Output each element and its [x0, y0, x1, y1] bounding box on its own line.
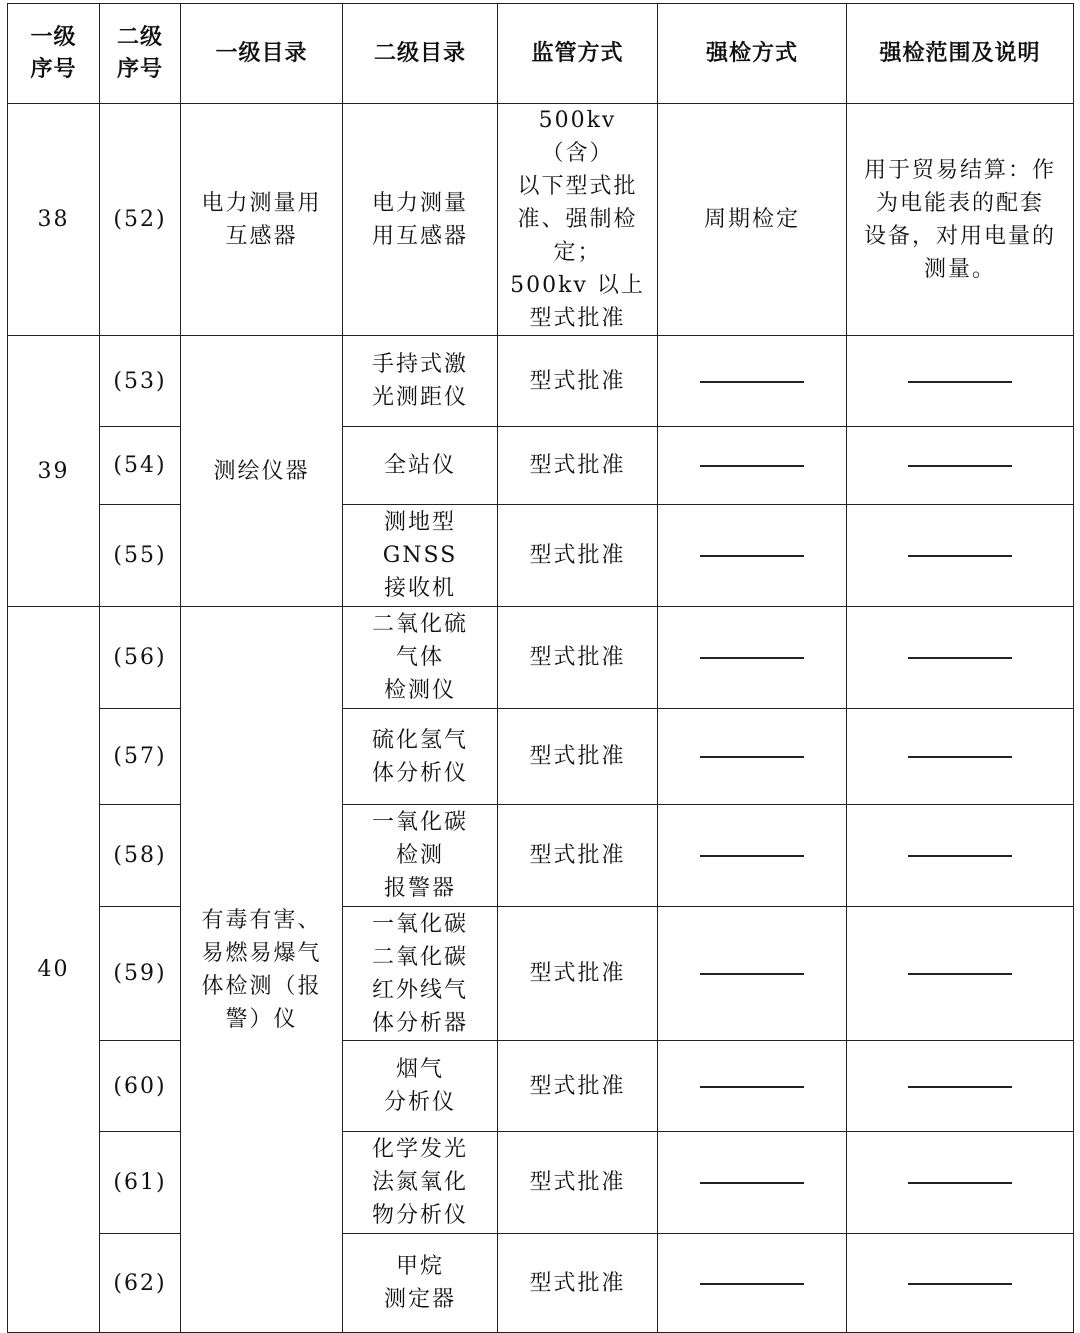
inspection-mode [658, 1234, 847, 1333]
inspection-mode [658, 505, 847, 607]
inspection-mode [658, 1132, 847, 1234]
dash-placeholder [908, 855, 1012, 857]
header-supervision: 监管方式 [498, 4, 658, 104]
dash-placeholder [700, 465, 804, 467]
scope-description [847, 805, 1074, 907]
header-level1-no: 一级 序号 [8, 4, 100, 104]
level1-catalog: 测绘仪器 [181, 336, 343, 607]
supervision-mode: 型式批准 [498, 805, 658, 907]
dash-placeholder [700, 1283, 804, 1285]
scope-description [847, 336, 1074, 427]
dash-placeholder [908, 973, 1012, 975]
dash-placeholder [700, 855, 804, 857]
table-row [8, 907, 1074, 1041]
scope-description [847, 1234, 1074, 1333]
supervision-mode: 型式批准 [498, 1041, 658, 1132]
dash-placeholder [908, 555, 1012, 557]
level2-catalog: 手持式激 光测距仪 [343, 336, 498, 427]
supervision-mode: 型式批准 [498, 607, 658, 709]
supervision-mode: 型式批准 [498, 709, 658, 805]
header-inspection: 强检方式 [658, 4, 847, 104]
scope-description [847, 505, 1074, 607]
dash-placeholder [908, 1182, 1012, 1184]
header-level1-catalog: 一级目录 [181, 4, 343, 104]
supervision-mode: 型式批准 [498, 907, 658, 1041]
dash-placeholder [700, 1182, 804, 1184]
scope-description [847, 607, 1074, 709]
dash-placeholder [700, 555, 804, 557]
table-row [8, 505, 1074, 607]
group-number: 38 [8, 104, 100, 336]
header-level2-catalog: 二级目录 [343, 4, 498, 104]
level1-catalog: 电力测量用 互感器 [181, 104, 343, 336]
table-row [8, 1234, 1074, 1333]
sub-number: (54) [100, 427, 181, 505]
inspection-mode [658, 709, 847, 805]
scope-description [847, 1041, 1074, 1132]
sub-number: (61) [100, 1132, 181, 1234]
supervision-mode: 型式批准 [498, 505, 658, 607]
dash-placeholder [908, 657, 1012, 659]
scope-description [847, 427, 1074, 505]
table-row [8, 1041, 1074, 1132]
scope-description [847, 709, 1074, 805]
inspection-mode [658, 336, 847, 427]
dash-placeholder [908, 756, 1012, 758]
supervision-mode: 型式批准 [498, 336, 658, 427]
sub-number: (58) [100, 805, 181, 907]
table-row [8, 805, 1074, 907]
level2-catalog: 一氧化碳 二氧化碳 红外线气 体分析器 [343, 907, 498, 1041]
header-level2-no: 二级 序号 [100, 4, 181, 104]
level1-catalog: 有毒有害、 易燃易爆气 体检测（报 警）仪 [181, 607, 343, 1333]
dash-placeholder [700, 973, 804, 975]
sub-number: (56) [100, 607, 181, 709]
inspection-mode [658, 427, 847, 505]
dash-placeholder [908, 465, 1012, 467]
inspection-mode: 周期检定 [658, 104, 847, 336]
level2-catalog: 硫化氢气 体分析仪 [343, 709, 498, 805]
supervision-mode: 型式批准 [498, 1234, 658, 1333]
table-row [8, 1132, 1074, 1234]
scope-description [847, 1132, 1074, 1234]
sub-number: (53) [100, 336, 181, 427]
dash-placeholder [700, 657, 804, 659]
inspection-mode [658, 1041, 847, 1132]
sub-number: (60) [100, 1041, 181, 1132]
dash-placeholder [908, 1283, 1012, 1285]
header-row [8, 4, 1074, 104]
table-row [8, 427, 1074, 505]
sub-number: (62) [100, 1234, 181, 1333]
scope-description: 用于贸易结算：作 为电能表的配套 设备，对用电量的 测量。 [847, 104, 1074, 336]
inspection-mode [658, 805, 847, 907]
inspection-mode [658, 907, 847, 1041]
supervision-mode: 型式批准 [498, 1132, 658, 1234]
dash-placeholder [700, 756, 804, 758]
inspection-mode [658, 607, 847, 709]
sub-number: (59) [100, 907, 181, 1041]
level2-catalog: 烟气 分析仪 [343, 1041, 498, 1132]
level2-catalog: 二氧化硫 气体 检测仪 [343, 607, 498, 709]
level2-catalog: 化学发光 法氮氧化 物分析仪 [343, 1132, 498, 1234]
level2-catalog: 一氧化碳 检测 报警器 [343, 805, 498, 907]
table-row [8, 336, 1074, 427]
group-number: 39 [8, 336, 100, 607]
dash-placeholder [908, 381, 1012, 383]
level2-catalog: 全站仪 [343, 427, 498, 505]
supervision-mode: 型式批准 [498, 427, 658, 505]
sub-number: (57) [100, 709, 181, 805]
sub-number: (55) [100, 505, 181, 607]
supervision-mode: 500kv（含） 以下型式批 准、强制检 定； 500kv 以上 型式批准 [498, 104, 658, 336]
level2-catalog: 测地型 GNSS 接收机 [343, 505, 498, 607]
scope-description [847, 907, 1074, 1041]
regulation-table [7, 3, 1074, 1333]
sub-number: (52) [100, 104, 181, 336]
dash-placeholder [700, 1086, 804, 1088]
table-row [8, 104, 1074, 336]
header-scope: 强检范围及说明 [847, 4, 1074, 104]
level2-catalog: 电力测量 用互感器 [343, 104, 498, 336]
table-row [8, 709, 1074, 805]
dash-placeholder [908, 1086, 1012, 1088]
table-row [8, 607, 1074, 709]
dash-placeholder [700, 381, 804, 383]
group-number: 40 [8, 607, 100, 1333]
level2-catalog: 甲烷 测定器 [343, 1234, 498, 1333]
